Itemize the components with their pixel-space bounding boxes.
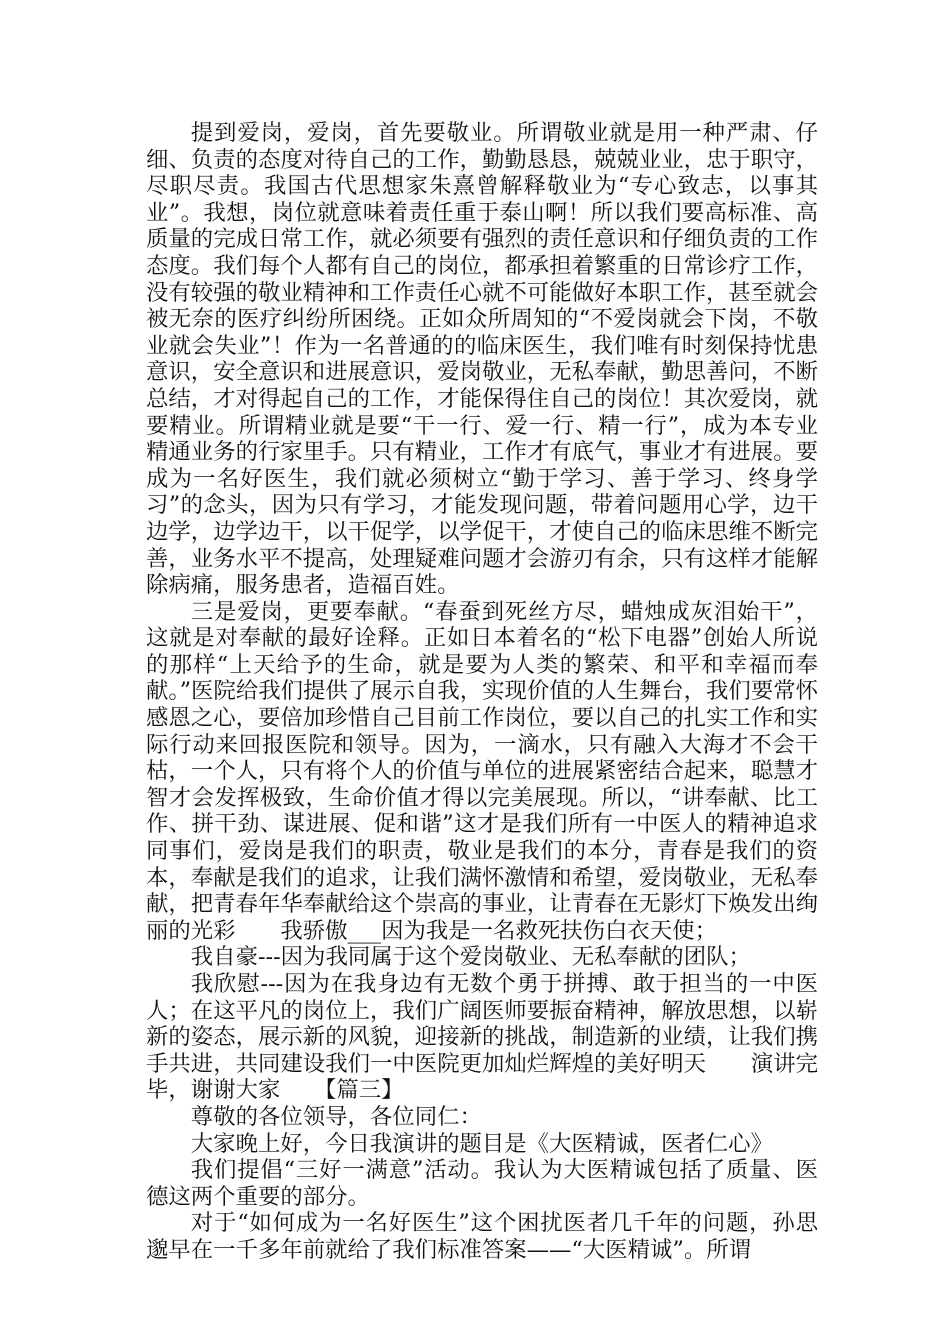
paragraph-dedication: 提到爱岗，爱岗，首先要敬业。所谓敬业就是用一种严肃、仔细、负责的态度对待自己的工作，勤勤恳恳，兢兢业业，忠于职守，尽职尽责。我国古代思想家朱熹曾解释敬业为“专心致志，以事其业”。我想，岗位就意味着责任重于泰山啊！所以我们要高标准、高质量的完成日常工作，就必须要有强烈的责任意识和仔细负责的工作态度。我们每个人都有自己的岗位，都承担着繁重的日常诊疗工作，没有较强的敬业精神和工作责任心就不可能做好本职工作，甚至就会被无奈的医疗纠纷所困绕。正如众所周知的“不爱岗就会下岗，不敬业就会失业”！作为一名普通的的临床医生，我们唯有时刻保持忧患意识，安全意识和进展意识，爱岗敬业，无私奉献，勤思善问，不断总结，才对得起自己的工作，才能保得住自己的岗位！其次爱岗，就要精业。所谓精业就是要“干一行、爱一行、精一行”，成为本专业精通业务的行家里手。只有精业，工作才有底气，事业才有进展。要成为一名好医生，我们就必须树立“勤于学习、善于学习、终身学习”的念头，因为只有学习，才能发现问题，带着问题用心学，边干边学，边学边干，以干促学，以学促干，才使自己的临床思维不断完善，业务水平不提高，处理疑难问题才会游刃有余，只有这样才能解除病痛，服务患者，造福百姓。 bbox=[146, 120, 818, 599]
paragraph-gratified: 我欣慰---因为在我身边有无数个勇于拼搏、敢于担当的一中医人；在这平凡的岗位上，我们广阔医师要振奋精神，解放思想，以崭新的姿态，展示新的风貌，迎接新的挑战，制造新的业绩，让我们携手共进，共同建设我们一中医院更加灿烂辉煌的美好明天 演讲完毕，谢谢大家 【篇三】 bbox=[146, 971, 818, 1104]
paragraph-sun-simiao: 对于“如何成为一名好医生”这个困扰医者几千年的问题，孙思邈早在一千多年前就给了我们标准答案——“大医精诚”。所谓 bbox=[146, 1210, 818, 1263]
paragraph-greeting: 大家晚上好，今日我演讲的题目是《大医精诚，医者仁心》 bbox=[190, 1130, 773, 1157]
paragraph-salutation: 尊敬的各位领导，各位同仁： bbox=[190, 1103, 482, 1130]
paragraph-activity: 我们提倡“三好一满意”活动。我认为大医精诚包括了质量、医德这两个重要的部分。 bbox=[146, 1157, 818, 1210]
paragraph-devotion: 三是爱岗，更要奉献。“春蚕到死丝方尽，蜡烛成灰泪始干”，这就是对奉献的最好诠释。正如日本着名的“松下电器”创始人所说的那样“上天给予的生命，就是要为人类的繁荣、和平和幸福而奉献。”医院给我们提供了展示自我，实现价值的人生舞台，我们要常怀感恩之心，要倍加珍惜自己目前工作岗位，要以自己的扎实工作和实际行动来回报医院和领导。因为，一滴水，只有融入大海才不会干枯，一个人，只有将个人的价值与单位的进展紧密结合起来，聪慧才智才会发挥极致，生命价值才得以完美展现。所以，“讲奉献、比工作、拼干劲、谋进展、促和谐”这才是我们所有一中医人的精神追求 同事们，爱岗是我们的职责，敬业是我们的本分，青春是我们的资本，奉献是我们的追求，让我们满怀激情和希望，爱岗敬业，无私奉献，把青春年华奉献给这个崇高的事业，让青春在无影灯下焕发出绚丽的光彩 我骄傲___因为我是一名救死扶伤白衣天使； bbox=[146, 598, 863, 944]
document-body bbox=[146, 120, 863, 1264]
paragraph-proud: 我自豪---因为我同属于这个爱岗敬业、无私奉献的团队； bbox=[190, 944, 751, 971]
